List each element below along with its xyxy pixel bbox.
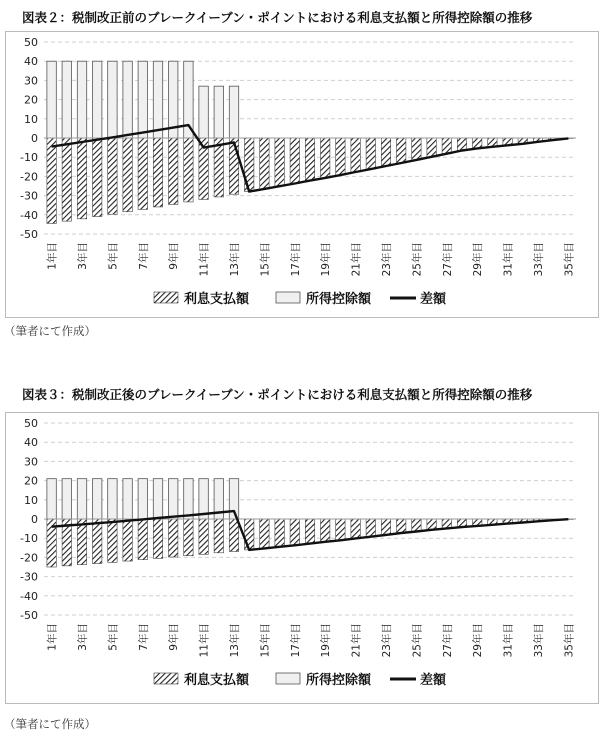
y-tick-label: 40 xyxy=(24,55,38,69)
legend-label: 所得控除額 xyxy=(306,292,372,307)
bar-interest xyxy=(260,519,269,548)
chart-title: 図表２：税制改正前のブレークイーブン・ポイントにおける利息支払額と所得控除額の推移 xyxy=(22,10,533,25)
x-tick-label: 29年目 xyxy=(472,623,485,658)
bar-interest xyxy=(336,519,345,540)
bar-interest xyxy=(412,519,421,531)
legend-label: 差額 xyxy=(420,292,447,307)
bar-deduction xyxy=(108,479,117,519)
x-tick-label: 5年目 xyxy=(107,242,120,270)
bar-interest xyxy=(381,519,390,535)
x-tick-label: 7年目 xyxy=(137,242,150,270)
bar-deduction xyxy=(184,479,193,519)
y-tick-label: 40 xyxy=(24,436,38,450)
bar-interest xyxy=(366,138,375,169)
legend-swatch-interest xyxy=(154,292,178,303)
x-tick-label: 17年目 xyxy=(289,623,302,658)
bar-interest xyxy=(62,138,71,221)
bar-deduction xyxy=(168,479,177,519)
x-tick-label: 33年目 xyxy=(533,242,545,277)
legend-swatch-interest xyxy=(154,673,178,684)
bar-interest xyxy=(153,138,162,207)
y-tick-label: 20 xyxy=(24,474,38,488)
x-tick-label: 1年目 xyxy=(46,242,59,270)
chart-svg xyxy=(6,413,598,703)
bar-deduction xyxy=(229,86,238,138)
bar-interest xyxy=(290,138,299,184)
bar-deduction xyxy=(123,61,132,138)
bar-interest xyxy=(77,519,86,565)
x-tick-label: 23年目 xyxy=(381,242,393,277)
bar-deduction xyxy=(77,61,86,138)
y-tick-label: -50 xyxy=(20,609,38,622)
bar-interest xyxy=(229,519,238,551)
y-tick-label: 10 xyxy=(24,112,38,126)
legend-swatch-deduction xyxy=(276,673,300,684)
bar-interest xyxy=(396,519,405,533)
bar-interest xyxy=(472,138,481,148)
x-tick-label: 19年目 xyxy=(320,242,333,277)
x-tick-label: 11年目 xyxy=(198,242,211,277)
bar-deduction xyxy=(214,86,223,138)
y-tick-label: 30 xyxy=(24,74,38,88)
bar-interest xyxy=(260,138,269,189)
bar-interest xyxy=(168,138,177,204)
bar-interest xyxy=(108,138,117,214)
x-tick-label: 29年目 xyxy=(472,242,485,277)
bar-interest xyxy=(244,519,253,550)
bar-deduction xyxy=(77,479,86,519)
bar-interest xyxy=(92,138,101,217)
bar-deduction xyxy=(153,61,162,138)
bar-interest xyxy=(305,519,314,544)
bar-interest xyxy=(381,138,390,166)
y-tick-label: -40 xyxy=(20,208,38,222)
x-tick-label: 13年目 xyxy=(229,623,241,658)
x-tick-label: 33年目 xyxy=(533,623,545,658)
bar-deduction xyxy=(92,61,101,138)
bar-interest xyxy=(214,519,223,553)
bar-deduction xyxy=(47,479,56,519)
x-tick-label: 9年目 xyxy=(168,623,181,651)
y-tick-label: 50 xyxy=(24,36,38,49)
y-tick-label: -10 xyxy=(20,151,38,165)
bar-interest xyxy=(320,519,329,542)
legend-label: 所得控除額 xyxy=(306,673,372,688)
bar-interest xyxy=(108,519,117,562)
bar-interest xyxy=(351,138,360,172)
legend-swatch-deduction xyxy=(276,292,300,303)
x-tick-label: 27年目 xyxy=(441,242,454,277)
bar-interest xyxy=(275,138,284,186)
bar-interest xyxy=(320,138,329,178)
bar-interest xyxy=(184,519,193,556)
x-tick-label: 21年目 xyxy=(350,242,363,277)
y-tick-label: 0 xyxy=(31,132,38,145)
x-tick-label: 17年目 xyxy=(289,242,302,277)
x-tick-label: 3年目 xyxy=(77,623,89,651)
bar-interest xyxy=(199,519,208,554)
y-tick-label: 30 xyxy=(24,455,38,469)
source-note: （筆者にて作成） xyxy=(4,717,96,731)
bar-deduction xyxy=(62,479,71,519)
bar-interest xyxy=(77,138,86,219)
y-tick-label: -30 xyxy=(20,570,38,584)
legend-label: 利息支払額 xyxy=(184,673,250,688)
bar-interest xyxy=(305,138,314,181)
bar-interest xyxy=(396,138,405,163)
y-tick-label: 10 xyxy=(24,493,38,507)
x-tick-label: 31年目 xyxy=(502,241,515,277)
bar-deduction xyxy=(199,86,208,138)
bar-interest xyxy=(351,519,360,538)
x-tick-label: 9年目 xyxy=(168,242,181,270)
x-tick-label: 7年目 xyxy=(137,623,150,651)
bar-interest xyxy=(184,138,193,202)
x-tick-label: 25年目 xyxy=(411,242,424,277)
bar-deduction xyxy=(108,61,117,138)
x-tick-label: 11年目 xyxy=(198,623,211,658)
bar-interest xyxy=(427,519,436,530)
chart-svg xyxy=(6,32,598,317)
x-tick-label: 5年目 xyxy=(107,623,120,651)
y-tick-label: -50 xyxy=(20,228,38,241)
bar-interest xyxy=(92,519,101,564)
x-tick-label: 35年目 xyxy=(563,242,576,277)
bar-deduction xyxy=(153,479,162,519)
source-note: （筆者にて作成） xyxy=(4,324,96,338)
bar-interest xyxy=(138,519,147,560)
x-tick-label: 15年目 xyxy=(259,242,272,277)
bar-deduction xyxy=(92,479,101,519)
x-tick-label: 1年目 xyxy=(46,623,59,651)
x-tick-label: 21年目 xyxy=(350,623,363,658)
bar-interest xyxy=(47,138,56,223)
bar-interest xyxy=(153,519,162,558)
x-tick-label: 19年目 xyxy=(320,623,333,658)
legend-label: 差額 xyxy=(420,673,447,688)
x-tick-label: 23年目 xyxy=(381,623,393,658)
y-tick-label: -10 xyxy=(20,532,38,546)
chart-title: 図表３：税制改正後のブレークイーブン・ポイントにおける利息支払額と所得控除額の推移 xyxy=(22,387,533,402)
bar-interest xyxy=(123,138,132,212)
bar-interest xyxy=(457,138,466,150)
y-tick-label: -30 xyxy=(20,189,38,203)
bar-interest xyxy=(427,138,436,157)
bar-deduction xyxy=(138,479,147,519)
y-tick-label: 50 xyxy=(24,417,38,430)
bar-deduction xyxy=(138,61,147,138)
x-tick-label: 31年目 xyxy=(502,623,515,658)
x-tick-label: 13年目 xyxy=(229,242,241,277)
y-tick-label: -40 xyxy=(20,589,38,603)
legend-label: 利息支払額 xyxy=(184,292,250,307)
bar-interest xyxy=(168,519,177,557)
bar-interest xyxy=(290,519,299,545)
y-tick-label: -20 xyxy=(20,551,38,565)
bar-interest xyxy=(138,138,147,209)
chart-frame xyxy=(5,31,599,318)
chart-frame xyxy=(5,412,599,704)
bar-interest xyxy=(366,519,375,537)
bar-deduction xyxy=(123,479,132,519)
x-tick-label: 27年目 xyxy=(441,623,454,658)
bar-deduction xyxy=(62,61,71,138)
x-tick-label: 15年目 xyxy=(259,623,272,658)
x-tick-label: 35年目 xyxy=(563,623,576,658)
y-tick-label: 20 xyxy=(24,93,38,107)
x-tick-label: 25年目 xyxy=(411,623,424,658)
bar-interest xyxy=(336,138,345,175)
x-tick-label: 3年目 xyxy=(77,242,89,270)
bar-deduction xyxy=(47,61,56,138)
bar-interest xyxy=(412,138,421,160)
bar-interest xyxy=(275,519,284,547)
y-tick-label: 0 xyxy=(31,513,38,526)
y-tick-label: -20 xyxy=(20,170,38,184)
bar-interest xyxy=(123,519,132,561)
bar-interest xyxy=(442,138,451,154)
